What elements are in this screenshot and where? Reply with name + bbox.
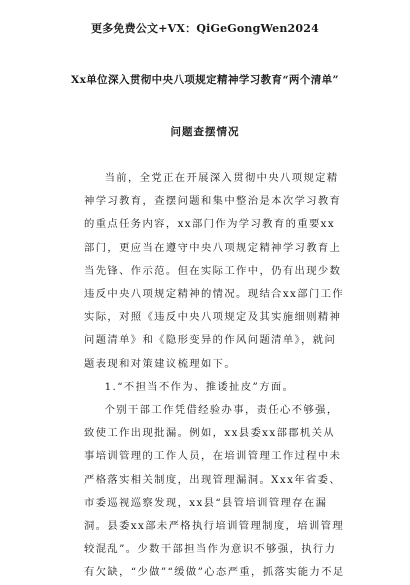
document-body — [84, 167, 346, 585]
document-subtitle: 问题查摆情况 — [170, 126, 240, 138]
paragraph-section-heading: 1.“不担当不作为、推诿扯皮”方面。 — [104, 380, 295, 393]
paragraph-intro: 当前，全党正在开展深入贯彻中央八项规定精神学习教育，查摆问题和集中整治是本次学习教育的重点任务内容，xx部门作为学习教育的重要xx部门，更应当在遵守中央八项规定精神学习教育上当先锋、作示范。但在实际工作中，仍有出现少数违反中央八项规定精神的情况。现结合xx部门工作实际，对照《违反中央八项规定及其实施细则精神问题清单》和《隐形变异的作风问题清单》，就问题表现和对策建议梳理如下。 — [84, 172, 345, 370]
document-title: Xx单位深入贯彻中央八项规定精神学习教育“两个清单” — [71, 74, 339, 86]
promo-header: 更多免费公文+VX：QiGeGongWen2024 — [91, 22, 319, 35]
paragraph-details: 个别干部工作凭借经验办事，责任心不够强，致使工作出现批漏。例如，xx县委xx部郡机关从事培训管理的工作人员，在培训管理工作过程中未严格落实相关制度，出现管理漏洞。Xxx年省委、市委巡视巡察发现，xx县“县管培训管理存在漏洞。县委xx部未严格执行培训管理制度，培训管理较混乱”。少数干部担当作为意识不够强，执行力有欠缺，“少做”“缓做”心态严重，抓落实能力不足 — [84, 404, 345, 579]
